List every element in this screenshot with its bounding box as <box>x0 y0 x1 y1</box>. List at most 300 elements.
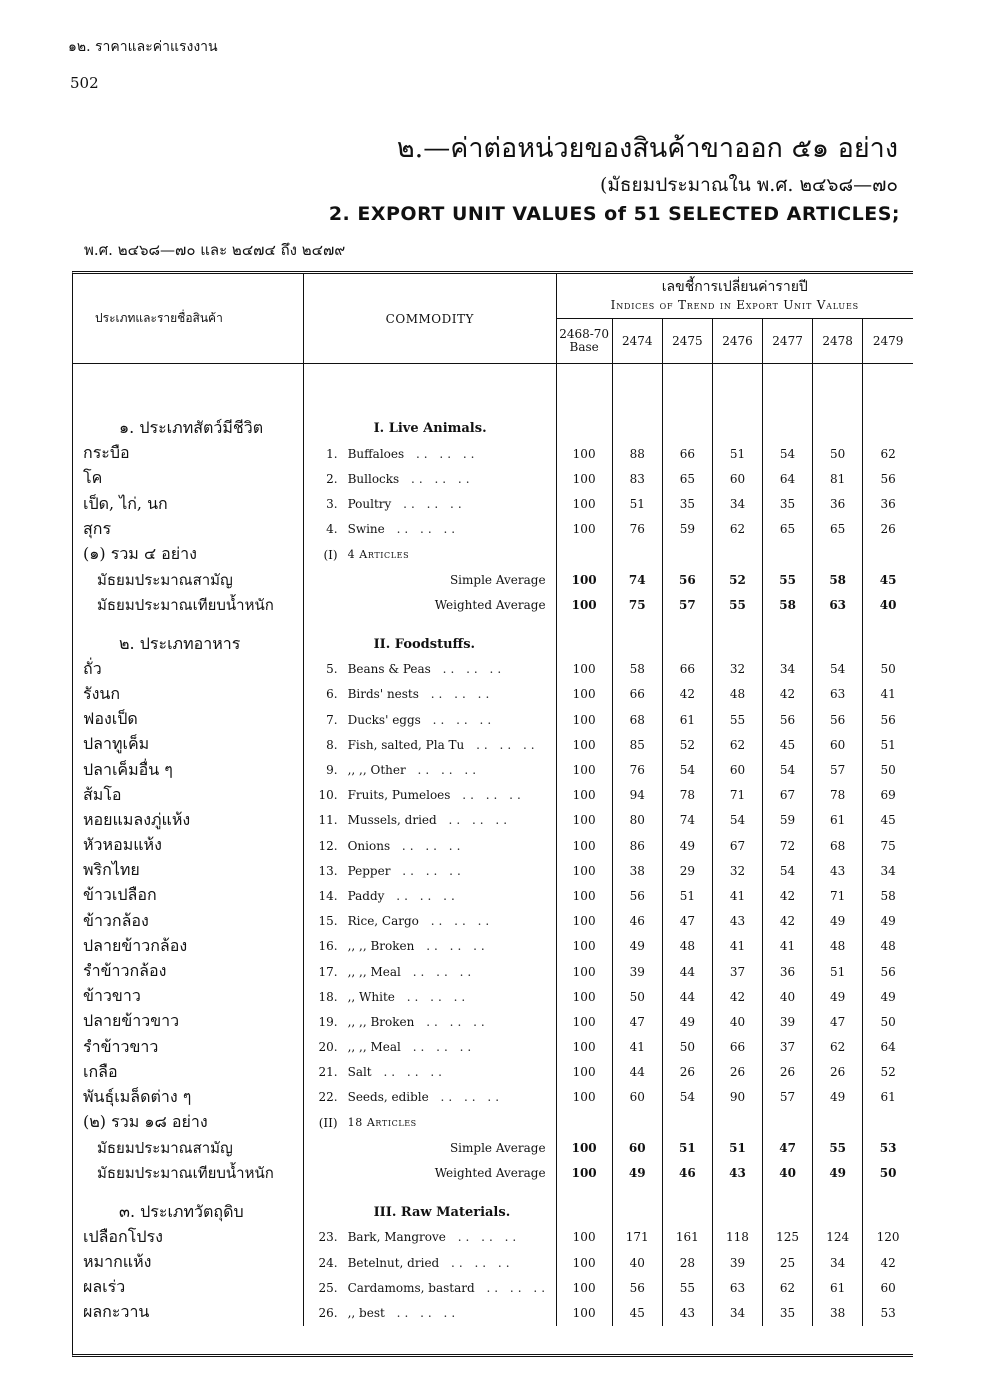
average-row <box>73 567 913 592</box>
index-value: 57 <box>813 757 863 782</box>
index-value <box>612 632 662 657</box>
header-group-english: Indices of Trend in Export Unit Values <box>610 298 859 312</box>
index-value: 28 <box>662 1250 712 1275</box>
index-value: 43 <box>712 909 762 934</box>
index-value: 55 <box>813 1135 863 1160</box>
item-number <box>304 416 344 441</box>
index-value: 60 <box>712 466 762 491</box>
table-row <box>73 707 913 732</box>
thai-name: โค <box>73 466 304 491</box>
base-value: 100 <box>556 657 612 682</box>
index-value <box>712 416 762 441</box>
index-value: 50 <box>880 662 896 677</box>
base-value: 100 <box>556 517 612 542</box>
index-value: 38 <box>813 1300 863 1325</box>
index-value: 54 <box>763 441 813 466</box>
index-value: 34 <box>880 863 896 878</box>
thai-name: รังนก <box>73 682 304 707</box>
base-value: 100 <box>556 883 612 908</box>
index-value: 40 <box>879 597 897 612</box>
index-value: 42 <box>763 909 813 934</box>
thai-name: หอยแมลงภู่แห้ง <box>73 808 304 833</box>
index-value: 36 <box>880 497 896 512</box>
index-value <box>662 632 712 657</box>
table-row <box>73 657 913 682</box>
index-value: 67 <box>763 783 813 808</box>
index-value <box>763 632 813 657</box>
thai-name: มัธยมประมาณสามัญ <box>73 1135 304 1160</box>
item-number: 16. <box>318 939 338 954</box>
thai-name: เกลือ <box>73 1060 304 1085</box>
base-value: 100 <box>556 1250 612 1275</box>
thai-name: มัธยมประมาณเทียบน้ำหนัก <box>73 1160 304 1185</box>
base-value: 100 <box>556 567 612 592</box>
index-value: 39 <box>612 959 662 984</box>
index-value: 48 <box>813 934 863 959</box>
index-value: 44 <box>612 1060 662 1085</box>
thai-name: มัธยมประมาณสามัญ <box>73 567 304 592</box>
table-row <box>73 1300 913 1325</box>
index-value: 34 <box>763 657 813 682</box>
thai-name: ปลาทูเค็ม <box>73 732 304 757</box>
index-value: 62 <box>880 446 896 461</box>
base-value: 100 <box>556 858 612 883</box>
index-value: 49 <box>662 833 712 858</box>
index-value: 56 <box>880 964 896 979</box>
thai-name: ปลายข้าวกล้อง <box>73 934 304 959</box>
title-thai: ๒.—ค่าต่อหน่วยของสินค้าขาออก ๕๑ อย่าง <box>396 133 898 164</box>
table-row <box>73 1250 913 1275</box>
index-value: 80 <box>612 808 662 833</box>
leader-dots: .. .. .. <box>388 1305 460 1320</box>
base-value: 100 <box>556 1160 612 1185</box>
index-value: 60 <box>880 1280 896 1295</box>
commodity-name: Bullocks .. .. .. <box>344 466 556 491</box>
index-value: 36 <box>763 959 813 984</box>
base-value: 100 <box>556 707 612 732</box>
table-row <box>73 909 913 934</box>
index-value <box>763 416 813 441</box>
index-value: 56 <box>612 1275 662 1300</box>
item-number <box>304 632 344 657</box>
base-value: 100 <box>556 934 612 959</box>
index-value: 29 <box>662 858 712 883</box>
leader-dots: .. .. .. <box>478 1280 550 1295</box>
index-value <box>863 1200 913 1225</box>
base-value <box>556 542 612 567</box>
index-value: 62 <box>763 1275 813 1300</box>
base-value: 100 <box>556 909 612 934</box>
index-value <box>813 542 863 567</box>
thai-name: กระบือ <box>73 441 304 466</box>
index-value: 56 <box>763 707 813 732</box>
index-value: 59 <box>763 808 813 833</box>
index-value: 35 <box>763 1300 813 1325</box>
title-english: 2. EXPORT UNIT VALUES of 51 SELECTED ARTICLES; <box>328 203 900 225</box>
leader-dots: .. .. .. <box>394 863 465 878</box>
leader-dots: .. .. .. <box>422 687 494 702</box>
item-number: 2. <box>326 471 338 486</box>
item-number: 6. <box>326 687 338 702</box>
index-value: 26 <box>712 1060 762 1085</box>
index-value: 64 <box>880 1040 896 1055</box>
index-value <box>863 542 913 567</box>
index-value: 61 <box>662 707 712 732</box>
index-value: 42 <box>662 682 712 707</box>
index-value <box>763 1110 813 1135</box>
item-number: 3. <box>326 497 338 512</box>
base-value: 100 <box>556 833 612 858</box>
index-value: 60 <box>712 757 762 782</box>
index-value: 67 <box>712 833 762 858</box>
item-number: 20. <box>318 1040 338 1055</box>
index-value: 65 <box>813 517 863 542</box>
index-value: 45 <box>763 732 813 757</box>
index-value: 78 <box>662 783 712 808</box>
table-row <box>73 858 913 883</box>
index-value: 54 <box>763 757 813 782</box>
index-value <box>813 416 863 441</box>
header-commodity: COMMODITY <box>304 274 557 364</box>
header-year: 2475 <box>662 319 712 364</box>
leader-dots: .. .. .. <box>454 788 525 803</box>
index-value: 52 <box>880 1065 896 1080</box>
item-number: 4. <box>326 522 338 537</box>
index-value: 53 <box>879 1140 897 1155</box>
commodity-name: III. Raw Materials. <box>344 1200 556 1225</box>
index-value: 90 <box>712 1085 762 1110</box>
index-value: 42 <box>763 883 813 908</box>
item-number <box>304 592 344 617</box>
table-row <box>73 1035 913 1060</box>
index-value: 54 <box>662 1085 712 1110</box>
index-value: 47 <box>662 909 712 934</box>
index-value: 71 <box>813 883 863 908</box>
index-value <box>712 1110 762 1135</box>
commodity-name: Weighted Average <box>344 592 556 617</box>
index-value: 60 <box>813 732 863 757</box>
index-value: 55 <box>662 1275 712 1300</box>
item-number: 24. <box>318 1255 338 1270</box>
table-row <box>73 466 913 491</box>
base-value: 100 <box>556 1135 612 1160</box>
leader-dots: .. .. .. <box>388 522 460 537</box>
commodity-name: ,, ,, Other .. .. .. <box>344 757 556 782</box>
thai-name: พันธุ์เมล็ดต่าง ๆ <box>73 1085 304 1110</box>
index-value: 66 <box>712 1035 762 1060</box>
index-value: 47 <box>763 1135 813 1160</box>
commodity-name: Simple Average <box>344 567 556 592</box>
base-value: 100 <box>556 808 612 833</box>
index-value: 34 <box>712 1300 762 1325</box>
index-value: 64 <box>763 466 813 491</box>
commodity-name: Fruits, Pumeloes .. .. .. <box>344 783 556 808</box>
commodity-name: Buffaloes .. .. .. <box>344 441 556 466</box>
index-value: 74 <box>662 808 712 833</box>
index-value: 81 <box>813 466 863 491</box>
index-value: 74 <box>612 567 662 592</box>
thai-name: ส้มโอ <box>73 783 304 808</box>
index-value: 41 <box>763 934 813 959</box>
index-value: 56 <box>880 712 896 727</box>
table-row <box>73 517 913 542</box>
index-value: 25 <box>763 1250 813 1275</box>
index-value: 120 <box>876 1230 900 1245</box>
leader-dots: .. .. .. <box>408 446 479 461</box>
item-number <box>304 1200 344 1225</box>
index-value: 40 <box>763 1160 813 1185</box>
index-value <box>763 1200 813 1225</box>
item-number: 14. <box>318 888 338 903</box>
index-value: 43 <box>712 1160 762 1185</box>
index-value: 50 <box>880 763 896 778</box>
index-value: 65 <box>763 517 813 542</box>
index-value: 45 <box>879 572 897 587</box>
table-row <box>73 959 913 984</box>
running-head: ๑๒. ราคาและค่าแรงงาน <box>68 39 218 55</box>
index-value <box>863 416 913 441</box>
item-number: 25. <box>318 1280 338 1295</box>
commodity-name: Swine .. .. .. <box>344 517 556 542</box>
commodity-name: Fish, salted, Pla Tu .. .. .. <box>344 732 556 757</box>
index-value: 41 <box>712 934 762 959</box>
index-value: 36 <box>813 492 863 517</box>
item-number: (II) <box>318 1115 338 1130</box>
commodity-name: ,, ,, Broken .. .. .. <box>344 1009 556 1034</box>
index-value: 51 <box>662 1135 712 1160</box>
leader-dots: .. .. .. <box>422 914 494 929</box>
thai-name: สุกร <box>73 517 304 542</box>
index-value: 55 <box>712 592 762 617</box>
index-value: 51 <box>612 492 662 517</box>
index-value <box>662 1110 712 1135</box>
gap-row <box>73 618 913 632</box>
item-number: 15. <box>318 914 338 929</box>
index-value: 86 <box>612 833 662 858</box>
base-value: 100 <box>556 1035 612 1060</box>
commodity-name: II. Foodstuffs. <box>344 632 556 657</box>
item-number: 9. <box>326 763 338 778</box>
index-value: 58 <box>880 888 896 903</box>
index-value <box>863 632 913 657</box>
commodity-name: Ducks' eggs .. .. .. <box>344 707 556 732</box>
index-value: 85 <box>612 732 662 757</box>
commodity-name: 4 Articles <box>344 542 556 567</box>
index-value: 49 <box>813 909 863 934</box>
index-value: 61 <box>813 1275 863 1300</box>
base-value: 100 <box>556 757 612 782</box>
index-value: 75 <box>612 592 662 617</box>
index-value: 26 <box>880 522 896 537</box>
table-row <box>73 1085 913 1110</box>
item-number <box>304 1160 344 1185</box>
index-value: 56 <box>662 567 712 592</box>
index-value: 40 <box>612 1250 662 1275</box>
index-value: 35 <box>662 492 712 517</box>
index-value: 76 <box>612 517 662 542</box>
index-value: 63 <box>813 682 863 707</box>
index-value: 42 <box>712 984 762 1009</box>
thai-name: รำข้าวกล้อง <box>73 959 304 984</box>
index-value: 62 <box>813 1035 863 1060</box>
index-value: 118 <box>712 1225 762 1250</box>
commodity-name: Cardamoms, bastard .. .. .. <box>344 1275 556 1300</box>
index-value <box>662 416 712 441</box>
page-number: 502 <box>70 74 99 92</box>
table-row <box>73 833 913 858</box>
commodity-name: Poultry .. .. .. <box>344 492 556 517</box>
index-value: 49 <box>612 934 662 959</box>
thai-name: ฟองเป็ด <box>73 707 304 732</box>
leader-dots: .. .. .. <box>449 1230 521 1245</box>
index-value <box>712 1200 762 1225</box>
years-thai: พ.ศ. ๒๔๖๘—๗๐ และ ๒๔๗๔ ถึง ๒๔๗๙ <box>84 241 346 259</box>
index-value: 40 <box>763 984 813 1009</box>
thai-name: (๒) รวม ๑๘ อย่าง <box>73 1110 304 1135</box>
index-value: 51 <box>880 737 896 752</box>
thai-name: เปลือกโปรง <box>73 1225 304 1250</box>
index-value: 43 <box>813 858 863 883</box>
index-value: 44 <box>662 984 712 1009</box>
index-value <box>612 542 662 567</box>
index-value: 46 <box>612 909 662 934</box>
section-row <box>73 416 913 441</box>
commodity-name: Bark, Mangrove .. .. .. <box>344 1225 556 1250</box>
gap-row <box>73 1186 913 1200</box>
table-row <box>73 441 913 466</box>
thai-name: ผลเร่ว <box>73 1275 304 1300</box>
base-value: 100 <box>556 959 612 984</box>
leader-dots: .. .. .. <box>409 763 481 778</box>
base-value: 100 <box>556 1225 612 1250</box>
index-value: 26 <box>763 1060 813 1085</box>
item-number: 13. <box>318 863 338 878</box>
thai-name: ข้าวเปลือก <box>73 883 304 908</box>
header-thai-column: ประเภทและรายชื่อสินค้า <box>73 274 304 364</box>
index-value: 44 <box>662 959 712 984</box>
index-value: 45 <box>880 813 896 828</box>
index-value: 72 <box>763 833 813 858</box>
table-row <box>73 783 913 808</box>
leader-dots: .. .. .. <box>394 838 465 853</box>
base-value <box>556 632 612 657</box>
base-value: 100 <box>556 1275 612 1300</box>
item-number: 22. <box>318 1090 338 1105</box>
commodity-name: I. Live Animals. <box>344 416 556 441</box>
item-number: 12. <box>318 838 338 853</box>
index-value: 46 <box>662 1160 712 1185</box>
index-value: 49 <box>813 1160 863 1185</box>
thai-name: พริกไทย <box>73 858 304 883</box>
item-number: 7. <box>326 712 338 727</box>
index-value: 57 <box>763 1085 813 1110</box>
index-value: 26 <box>662 1060 712 1085</box>
table-row <box>73 1225 913 1250</box>
base-value: 100 <box>556 441 612 466</box>
table-row <box>73 984 913 1009</box>
table-row <box>73 1060 913 1085</box>
index-value: 66 <box>612 682 662 707</box>
leader-dots: .. .. .. <box>403 471 474 486</box>
subtitle-thai: (มัธยมประมาณใน พ.ศ. ๒๔๖๘—๗๐ <box>600 174 898 196</box>
thai-name: ๓. ประเภทวัตถุดิบ <box>73 1200 304 1225</box>
section-row <box>73 632 913 657</box>
section-row <box>73 1200 913 1225</box>
index-value: 69 <box>880 788 896 803</box>
commodity-name: ,, ,, Meal .. .. .. <box>344 1035 556 1060</box>
leader-dots: .. .. .. <box>440 813 512 828</box>
index-value <box>612 416 662 441</box>
commodity-name: 18 Articles <box>344 1110 556 1135</box>
header-year: 2479 <box>863 319 913 364</box>
commodity-name: Rice, Cargo .. .. .. <box>344 909 556 934</box>
index-value: 94 <box>612 783 662 808</box>
index-value: 78 <box>813 783 863 808</box>
base-value: 100 <box>556 592 612 617</box>
index-value: 49 <box>813 984 863 1009</box>
index-value: 48 <box>880 939 896 954</box>
table-row <box>73 1275 913 1300</box>
item-number: 23. <box>318 1230 338 1245</box>
index-value: 49 <box>612 1160 662 1185</box>
leader-dots: .. .. .. <box>443 1255 514 1270</box>
commodity-name: ,, ,, Broken .. .. .. <box>344 934 556 959</box>
index-value: 63 <box>712 1275 762 1300</box>
index-value: 49 <box>880 989 896 1004</box>
thai-name: ๒. ประเภทอาหาร <box>73 632 304 657</box>
base-value: 100 <box>556 984 612 1009</box>
table-row <box>73 1009 913 1034</box>
index-value: 35 <box>763 492 813 517</box>
index-value: 53 <box>880 1305 896 1320</box>
item-number: 8. <box>326 737 338 752</box>
total-row <box>73 1110 913 1135</box>
index-value: 47 <box>813 1009 863 1034</box>
base-value <box>556 1200 612 1225</box>
index-value: 76 <box>612 757 662 782</box>
index-value: 45 <box>612 1300 662 1325</box>
index-value: 39 <box>763 1009 813 1034</box>
index-value: 83 <box>612 466 662 491</box>
index-value: 37 <box>763 1035 813 1060</box>
index-value: 161 <box>662 1225 712 1250</box>
commodity-name: Paddy .. .. .. <box>344 883 556 908</box>
item-number: 17. <box>318 964 338 979</box>
index-value: 51 <box>662 883 712 908</box>
leader-dots: .. .. .. <box>398 989 470 1004</box>
index-value <box>662 1200 712 1225</box>
index-value: 41 <box>880 687 896 702</box>
index-value: 55 <box>712 707 762 732</box>
header-indices-group <box>556 274 913 319</box>
index-value: 56 <box>880 471 896 486</box>
leader-dots: .. .. .. <box>468 737 539 752</box>
index-value: 38 <box>612 858 662 883</box>
thai-name: ข้าวกล้อง <box>73 909 304 934</box>
index-value: 68 <box>813 833 863 858</box>
thai-name: ข้าวขาว <box>73 984 304 1009</box>
item-number <box>304 567 344 592</box>
leader-dots: .. .. .. <box>418 939 489 954</box>
index-value: 61 <box>813 808 863 833</box>
index-value: 50 <box>880 1014 896 1029</box>
thai-name: ถั่ว <box>73 657 304 682</box>
index-value: 41 <box>612 1035 662 1060</box>
index-value: 41 <box>712 883 762 908</box>
index-value: 63 <box>813 592 863 617</box>
index-value: 26 <box>813 1060 863 1085</box>
base-value: 100 <box>556 732 612 757</box>
